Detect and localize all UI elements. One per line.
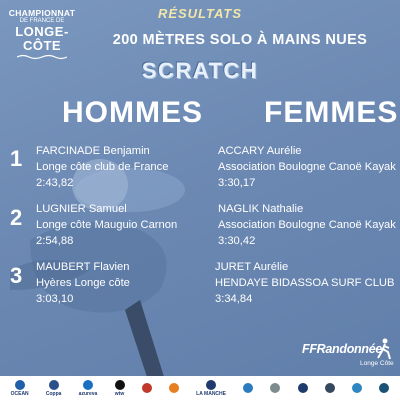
logo-line1: CHAMPIONNAT	[8, 8, 76, 18]
event-title: 200 MÈTRES SOLO À MAINS NUES	[112, 32, 368, 48]
sponsor-logo-icon	[206, 380, 216, 390]
athlete-time: 3:30,42	[218, 235, 256, 247]
sponsor-logo-icon	[298, 383, 308, 393]
sponsor-logo-icon	[379, 383, 389, 393]
logo-line3: LONGE-CÔTE	[15, 24, 69, 53]
athlete-name: FARCINADE Benjamin	[36, 145, 150, 157]
sponsor-logo-icon	[352, 383, 362, 393]
sponsor-logo	[325, 383, 335, 394]
hommes-entry-3	[36, 259, 130, 307]
sponsor-logo-icon	[169, 383, 179, 393]
athlete-time: 3:34,84	[215, 293, 253, 305]
sponsor-logo-icon	[49, 380, 59, 390]
resultats-title: RÉSULTATS	[157, 6, 243, 21]
sponsor-logo	[142, 383, 152, 394]
sponsor-logo-icon	[243, 383, 253, 393]
sponsor-logo	[46, 380, 62, 397]
sponsor-logo	[79, 380, 98, 397]
rank-2: 2	[10, 205, 23, 230]
athlete-club: Longe côte club de France	[36, 161, 169, 173]
sponsor-label: azureva	[78, 390, 98, 397]
athlete-name: LUGNIER Samuel	[36, 203, 127, 215]
sponsor-logo-icon	[115, 380, 125, 390]
sponsor-label: wtw	[114, 390, 125, 397]
sponsor-bar	[0, 376, 400, 400]
sponsor-logo	[379, 383, 389, 394]
femmes-entry-2	[218, 201, 396, 249]
athlete-name: MAUBERT Flavien	[36, 261, 130, 273]
athlete-club: Association Boulogne Canoë Kayak	[218, 219, 396, 231]
sponsor-logo	[243, 383, 253, 394]
sponsor-logo	[298, 383, 308, 394]
athlete-time: 2:54,88	[36, 235, 74, 247]
athlete-name: JURET Aurélie	[215, 261, 289, 273]
sponsor-logo	[270, 383, 280, 394]
logo-line2: DE FRANCE DE	[19, 18, 65, 24]
ffrandonnee-logo	[302, 338, 396, 372]
sponsor-logo	[11, 380, 29, 397]
athlete-name: NAGLIK Nathalie	[218, 203, 304, 215]
sponsor-label: Coppa	[45, 390, 62, 397]
scratch-title: SCRATCH	[141, 58, 259, 83]
sponsor-logo	[169, 383, 179, 394]
athlete-time: 3:03,10	[36, 293, 74, 305]
sponsor-logo-icon	[15, 380, 25, 390]
sponsor-logo-icon	[270, 383, 280, 393]
athlete-club: Association Boulogne Canoë Kayak	[218, 161, 396, 173]
ffrandonnee-sub: Longe Côte	[360, 360, 394, 367]
rank-3: 3	[10, 263, 23, 288]
femmes-entry-3	[215, 259, 394, 307]
sponsor-logo	[196, 380, 226, 397]
hommes-entry-2	[36, 201, 177, 249]
sponsor-logo	[115, 380, 125, 397]
athlete-time: 2:43,82	[36, 177, 74, 189]
hommes-heading: HOMMES	[62, 96, 203, 129]
sponsor-label: LA MANCHE	[196, 390, 226, 397]
walker-icon	[374, 338, 394, 360]
athlete-club: HENDAYE BIDASSOA SURF CLUB	[215, 277, 395, 289]
athlete-time: 3:30,17	[218, 177, 256, 189]
athlete-club: Hyères Longe côte	[36, 277, 130, 289]
athlete-club: Longe côte Mauguio Carnon	[36, 219, 178, 231]
ffrandonnee-name: FFRandonnée	[302, 342, 383, 356]
sponsor-logo-icon	[83, 380, 93, 390]
sponsor-label: OCEAN	[10, 390, 29, 397]
sponsor-logo	[352, 383, 362, 394]
femmes-entry-1	[218, 143, 396, 191]
rank-1: 1	[10, 146, 23, 171]
sponsor-logo-icon	[142, 383, 152, 393]
sponsor-logo-icon	[325, 383, 335, 393]
hommes-entry-1	[36, 143, 168, 191]
athlete-name: ACCARY Aurélie	[218, 145, 302, 157]
femmes-heading: FEMMES	[264, 96, 399, 129]
